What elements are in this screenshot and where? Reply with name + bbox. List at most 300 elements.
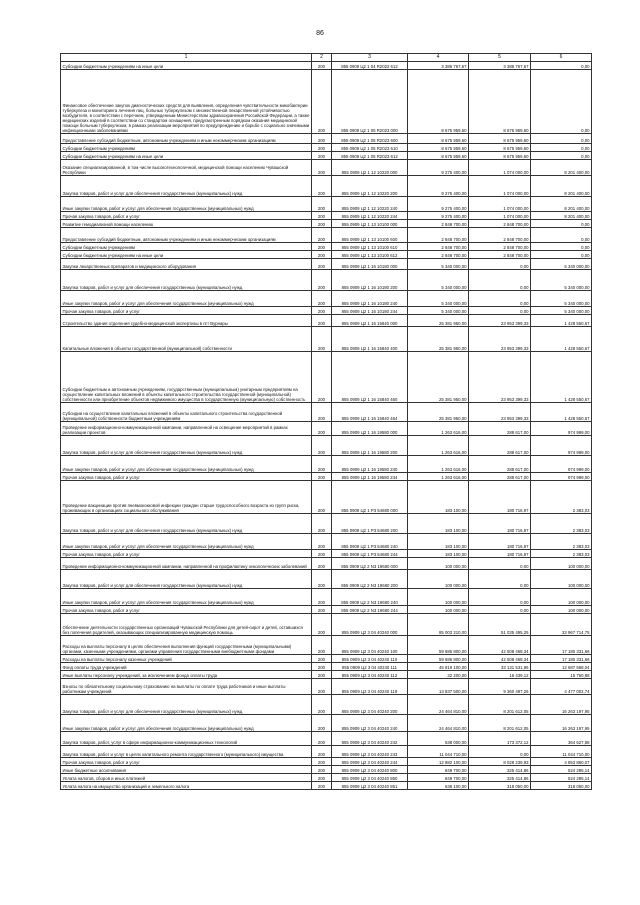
table-row [61,352,592,403]
row-unexecuted-amount-cell: 16 263 197,95 [531,695,592,715]
row-executed-amount-cell: 2 848 700,00 [469,228,531,243]
row-code-cell: 200 [312,570,332,589]
row-classification-code-cell: 855 0909 Ц2 1 05 R2023 600 [332,134,408,144]
row-approved-amount-cell: 183 100,00 [408,514,469,534]
row-executed-amount-cell: 0,00 [469,589,531,606]
row-classification-code-cell: 855 0909 Ц2 1 13 10100 612 [332,251,408,259]
row-unexecuted-amount-cell: 1 428 550,67 [531,403,592,422]
row-executed-amount-cell: 23 953 399,33 [469,315,531,327]
row-approved-amount-cell: 538 000,00 [408,732,469,746]
row-code-cell: 200 [312,307,332,315]
row-executed-amount-cell: 180 716,97 [469,514,531,534]
row-code-cell: 200 [312,228,332,243]
row-approved-amount-cell: 1 263 616,00 [408,473,469,481]
row-unexecuted-amount-cell: 33 967 714,75 [531,614,592,636]
row-executed-amount-cell: 2 848 700,00 [469,243,531,251]
row-unexecuted-amount-cell: 4 477 002,74 [531,679,592,695]
row-approved-amount-cell: 636 100,00 [408,782,469,790]
row-executed-amount-cell: 8 675 959,60 [469,152,531,160]
row-classification-code-cell: 855 0909 Ц2 1 04 R2022 612 [332,62,408,70]
table-row [61,695,592,715]
row-unexecuted-amount-cell: 0,00 [531,62,592,70]
row-executed-amount-cell: 16 439,12 [469,671,531,679]
row-unexecuted-amount-cell: 524 285,14 [531,766,592,774]
table-row [61,134,592,144]
row-name-cell: Субсидии бюджетным и автономным учреждениям, государственным (муниципальным) унитарным предприятиям на осуществление капитальных вложений в объекты капитального строительства государственной (муниципальной) собственности или приобретение объектов недвижимого имущества в государственную (муниципальную) собственность [61,352,312,403]
table-row [61,403,592,422]
row-name-cell: Уплата налога на имущество организаций и земельного налога [61,782,312,790]
row-name-cell: Субсидии бюджетным учреждениям [61,243,312,251]
row-classification-code-cell: 855 0909 Ц2 1 12 10220 200 [332,176,408,197]
row-code-cell: 200 [312,251,332,259]
row-name-cell: Субсидии на осуществление капитальных вложений в объекты капитального строительства государственной (муниципальной) собственности бюджетным учреждениям [61,403,312,422]
row-name-cell: Прочая закупка товаров, работ и услуг [61,550,312,558]
row-approved-amount-cell: 3 386 767,67 [408,62,469,70]
row-code-cell: 200 [312,212,332,220]
table-row [61,152,592,160]
row-classification-code-cell: 855 0909 Ц2 1 P3 54680 000 [332,481,408,514]
row-classification-code-cell: 855 0909 Ц2 1 12 10220 000 [332,160,408,176]
row-name-cell: Прочая закупка товаров, работ и услуг [61,473,312,481]
table-row [61,589,592,606]
row-approved-amount-cell: 5 340 000,00 [408,291,469,307]
row-code-cell: 200 [312,197,332,212]
row-unexecuted-amount-cell: 5 340 000,00 [531,307,592,315]
row-code-cell: 200 [312,134,332,144]
row-approved-amount-cell: 100 000,00 [408,606,469,614]
row-classification-code-cell: 855 0909 Ц2 1 05 R2023 610 [332,144,408,152]
row-approved-amount-cell: 100 000,00 [408,558,469,570]
column-header-1: 1 [61,54,312,62]
row-approved-amount-cell: 9 275 400,00 [408,212,469,220]
row-executed-amount-cell: 325 414,86 [469,766,531,774]
row-code-cell: 200 [312,481,332,514]
row-classification-code-cell: 855 0909 Ц2 2 N3 19680 000 [332,558,408,570]
row-classification-code-cell: 855 0909 Ц2 1 05 R2023 612 [332,152,408,160]
row-unexecuted-amount-cell: 8 201 400,00 [531,176,592,197]
row-code-cell: 200 [312,160,332,176]
row-code-cell: 200 [312,352,332,403]
row-classification-code-cell: 855 0909 Ц2 1 13 10100 610 [332,243,408,251]
table-row [61,671,592,679]
row-executed-amount-cell: 8 675 959,60 [469,70,531,134]
row-name-cell: Иные закупки товаров, работ и услуг для обеспечения государственных (муниципальных) нужд [61,291,312,307]
table-row [61,679,592,695]
row-name-cell: Прочая закупка товаров, работ и услуг [61,307,312,315]
row-unexecuted-amount-cell: 0,00 [531,243,592,251]
row-approved-amount-cell: 100 000,00 [408,570,469,589]
row-name-cell: Проведение информационно-коммуникационной кампании, направленной на освещение мероприятий в рамках реализации проектов [61,422,312,436]
row-name-cell: Закупка товаров, работ и услуг для обеспечения государственных (муниципальных) нужд [61,570,312,589]
row-name-cell: Иные закупки товаров, работ и услуг для обеспечения государственных (муниципальных) нужд [61,534,312,550]
row-approved-amount-cell: 9 275 400,00 [408,197,469,212]
row-approved-amount-cell: 25 381 950,00 [408,315,469,327]
row-unexecuted-amount-cell: 100 000,00 [531,558,592,570]
row-name-cell: Фонд оплаты труда учреждений [61,663,312,671]
row-classification-code-cell: 855 0909 Ц2 3 04 40240 100 [332,636,408,655]
table-row [61,614,592,636]
row-approved-amount-cell: 100 000,00 [408,589,469,606]
row-unexecuted-amount-cell: 8 201 400,00 [531,197,592,212]
row-classification-code-cell: 855 0909 Ц2 1 16 15840 000 [332,315,408,327]
row-classification-code-cell: 855 0909 Ц2 3 04 40240 800 [332,766,408,774]
row-name-cell: Проведение информационно-коммуникационной кампании, направленной на профилактику онкологических заболеваний [61,558,312,570]
row-approved-amount-cell: 59 686 800,00 [408,655,469,663]
row-executed-amount-cell: 42 508 468,34 [469,636,531,655]
row-unexecuted-amount-cell: 0,00 [531,70,592,134]
row-executed-amount-cell: 0,00 [469,307,531,315]
row-unexecuted-amount-cell: 100 000,00 [531,570,592,589]
row-code-cell: 200 [312,270,332,291]
row-unexecuted-amount-cell: 100 000,00 [531,589,592,606]
row-unexecuted-amount-cell: 318 050,00 [531,782,592,790]
row-classification-code-cell: 855 0909 Ц2 3 04 40240 242 [332,732,408,746]
row-approved-amount-cell: 45 819 100,00 [408,663,469,671]
row-executed-amount-cell: 0,00 [469,570,531,589]
row-code-cell: 200 [312,243,332,251]
table-row [61,62,592,70]
row-executed-amount-cell: 288 617,00 [469,436,531,456]
row-code-cell: 200 [312,782,332,790]
row-name-cell: Оказание специализированной, в том числе высокотехнологичной, медицинской помощи населению Чувашской Республики [61,160,312,176]
row-code-cell: 200 [312,176,332,197]
row-unexecuted-amount-cell: 2 383,03 [531,534,592,550]
row-classification-code-cell: 855 0909 Ц2 3 04 40240 112 [332,671,408,679]
row-classification-code-cell: 855 0909 Ц2 1 16 15840 464 [332,403,408,422]
table-row [61,220,592,228]
row-name-cell: Субсидии бюджетным учреждениям на иные цели [61,152,312,160]
row-executed-amount-cell: 8 201 612,05 [469,695,531,715]
row-code-cell: 200 [312,70,332,134]
row-executed-amount-cell: 180 716,97 [469,550,531,558]
row-name-cell: Уплата налогов, сборов и иных платежей [61,774,312,782]
table-row [61,307,592,315]
row-classification-code-cell: 855 0909 Ц2 3 04 40240 110 [332,655,408,663]
row-name-cell: Капитальные вложения в объекты государственной (муниципальной) собственности [61,327,312,352]
row-executed-amount-cell: 288 617,00 [469,456,531,473]
row-name-cell: Предоставление субсидий бюджетным, автономным учреждениям и иным некоммерческим организациям [61,134,312,144]
row-unexecuted-amount-cell: 5 340 000,00 [531,259,592,270]
row-code-cell: 200 [312,144,332,152]
row-code-cell: 200 [312,758,332,766]
row-classification-code-cell: 855 0909 Ц2 2 N3 19680 244 [332,606,408,614]
row-classification-code-cell: 855 0909 Ц2 1 16 10180 240 [332,291,408,307]
row-classification-code-cell: 855 0909 Ц2 1 16 19580 200 [332,436,408,456]
row-approved-amount-cell: 9 275 400,00 [408,160,469,176]
row-approved-amount-cell: 13 837 500,00 [408,679,469,695]
table-row [61,176,592,197]
row-unexecuted-amount-cell: 0,00 [531,220,592,228]
row-name-cell: Развитие гемодиализной помощи населению [61,220,312,228]
row-classification-code-cell: 855 0909 Ц2 1 16 10180 000 [332,259,408,270]
table-row [61,436,592,456]
row-name-cell: Закупка товаров, работ и услуг для обеспечения государственных (муниципальных) нужд [61,270,312,291]
row-code-cell: 200 [312,152,332,160]
row-name-cell: Обеспечение деятельности государственных организаций Чувашской Республики для детей-сирот и детей, оставшихся без попечения родителей, оказывающих специализированную медицинскую помощь [61,614,312,636]
table-row [61,663,592,671]
row-approved-amount-cell: 12 882 100,00 [408,758,469,766]
row-classification-code-cell: 855 0909 Ц2 3 04 40240 851 [332,782,408,790]
table-row [61,774,592,782]
row-executed-amount-cell: 180 716,97 [469,534,531,550]
row-unexecuted-amount-cell: 1 428 550,67 [531,327,592,352]
row-name-cell: Иные закупки товаров, работ и услуг для обеспечения государственных (муниципальных) нужд [61,197,312,212]
row-unexecuted-amount-cell: 5 340 000,00 [531,270,592,291]
row-executed-amount-cell: 0,00 [469,259,531,270]
table-row [61,558,592,570]
row-unexecuted-amount-cell: 11 044 710,00 [531,746,592,758]
row-approved-amount-cell: 8 675 959,60 [408,152,469,160]
row-code-cell: 200 [312,456,332,473]
row-classification-code-cell: 855 0909 Ц2 3 04 40240 200 [332,695,408,715]
row-executed-amount-cell: 1 074 000,00 [469,212,531,220]
row-executed-amount-cell: 0,00 [469,606,531,614]
row-classification-code-cell: 855 0909 Ц2 1 16 10180 200 [332,270,408,291]
row-approved-amount-cell: 1 263 616,00 [408,422,469,436]
table-row [61,291,592,307]
row-classification-code-cell: 855 0909 Ц2 1 16 19580 244 [332,473,408,481]
table-row [61,473,592,481]
table-row [61,782,592,790]
row-approved-amount-cell: 2 848 700,00 [408,228,469,243]
row-name-cell: Прочая закупка товаров, работ и услуг [61,212,312,220]
row-classification-code-cell: 855 0909 Ц2 3 04 40240 244 [332,758,408,766]
row-code-cell: 200 [312,422,332,436]
table-row [61,327,592,352]
row-unexecuted-amount-cell: 5 340 000,00 [531,291,592,307]
row-classification-code-cell: 855 0909 Ц2 1 P3 54680 240 [332,534,408,550]
row-name-cell: Закупка товаров, работ, услуг в сфере информационно-коммуникационных технологий [61,732,312,746]
row-name-cell: Закупка товаров, работ и услуг для обеспечения государственных (муниципальных) нужд [61,514,312,534]
row-code-cell: 200 [312,614,332,636]
row-code-cell: 200 [312,403,332,422]
table-row [61,228,592,243]
row-classification-code-cell: 855 0909 Ц2 1 13 10100 000 [332,220,408,228]
row-classification-code-cell: 855 0909 Ц2 2 N3 19680 200 [332,570,408,589]
row-code-cell: 200 [312,671,332,679]
row-executed-amount-cell: 2 848 700,00 [469,251,531,259]
row-unexecuted-amount-cell: 12 687 568,04 [531,663,592,671]
row-unexecuted-amount-cell: 15 760,88 [531,671,592,679]
row-code-cell: 200 [312,695,332,715]
row-executed-amount-cell: 3 386 767,67 [469,62,531,70]
row-executed-amount-cell: 9 360 497,26 [469,679,531,695]
row-code-cell: 200 [312,679,332,695]
table-row [61,534,592,550]
column-number-row [61,54,592,62]
row-classification-code-cell: 855 0909 Ц2 1 05 R2023 000 [332,70,408,134]
row-executed-amount-cell: 33 131 531,96 [469,663,531,671]
row-name-cell: Закупка товаров, работ и услуг для обеспечения государственных (муниципальных) нужд [61,176,312,197]
row-name-cell: Иные закупки товаров, работ и услуг для обеспечения государственных (муниципальных) нужд [61,715,312,732]
row-executed-amount-cell: 42 508 468,34 [469,655,531,663]
row-name-cell: Иные закупки товаров, работ и услуг для обеспечения государственных (муниципальных) нужд [61,456,312,473]
column-header-3: 3 [332,54,408,62]
row-unexecuted-amount-cell: 100 000,00 [531,606,592,614]
row-approved-amount-cell: 183 100,00 [408,534,469,550]
row-name-cell: Иные закупки товаров, работ и услуг для обеспечения государственных (муниципальных) нужд [61,589,312,606]
row-approved-amount-cell: 32 200,00 [408,671,469,679]
column-header-6: 6 [531,54,592,62]
row-name-cell: Строительство здания отделения судебно-медицинской экспертизы в пгт Вурнары [61,315,312,327]
row-approved-amount-cell: 183 100,00 [408,481,469,514]
row-name-cell: Проведение вакцинации против пневмококковой инфекции граждан старше трудоспособного возраста из групп риска, проживающих в организациях социального обслуживания [61,481,312,514]
row-approved-amount-cell: 24 464 810,00 [408,695,469,715]
row-name-cell: Финансовое обеспечение закупок диагностических средств для выявления, определения чувствительности микобактерии туберкулеза и мониторинга лечения лиц, больных туберкулезом с множественной лекарственной устойчивостью возбудителя, в соответствии с перечнем, утвержденным Министерством здравоохранения Российской Федерации, а также медицинских изделий в соответствии со стандартом оснащения, предусмотренным порядком оказания медицинской помощи больным туберкулезом, в рамках реализации мероприятий по предупреждению и борьбе с социально значимыми инфекционными заболеваниями [61,70,312,134]
row-executed-amount-cell: 23 953 399,33 [469,327,531,352]
row-code-cell: 200 [312,220,332,228]
row-unexecuted-amount-cell: 16 263 197,95 [531,715,592,732]
row-code-cell: 200 [312,550,332,558]
row-approved-amount-cell: 5 340 000,00 [408,307,469,315]
row-executed-amount-cell: 1 074 000,00 [469,160,531,176]
row-approved-amount-cell: 85 003 210,00 [408,614,469,636]
row-name-cell: Взносы по обязательному социальному страхованию на выплаты по оплате труда работников и иные выплаты работникам учреждений [61,679,312,695]
row-unexecuted-amount-cell: 974 999,00 [531,456,592,473]
table-row [61,766,592,774]
row-code-cell: 200 [312,636,332,655]
table-row [61,715,592,732]
row-code-cell: 200 [312,315,332,327]
row-code-cell: 200 [312,746,332,758]
row-unexecuted-amount-cell: 17 180 331,66 [531,655,592,663]
column-header-5: 5 [469,54,531,62]
row-name-cell: Закупка товаров, работ и услуг в целях капитального ремонта государственного (муниципального) имущества [61,746,312,758]
table-row [61,758,592,766]
row-classification-code-cell: 855 0909 Ц2 1 16 19580 240 [332,456,408,473]
row-approved-amount-cell: 2 848 700,00 [408,251,469,259]
row-unexecuted-amount-cell: 8 201 400,00 [531,160,592,176]
row-approved-amount-cell: 849 700,00 [408,774,469,782]
table-row [61,315,592,327]
row-executed-amount-cell: 8 201 612,05 [469,715,531,732]
row-classification-code-cell: 855 0909 Ц2 3 04 40240 850 [332,774,408,782]
row-code-cell: 200 [312,534,332,550]
row-code-cell: 200 [312,655,332,663]
table-row [61,655,592,663]
table-row [61,270,592,291]
row-approved-amount-cell: 849 700,00 [408,766,469,774]
row-name-cell: Субсидии бюджетным учреждениям на иные цели [61,251,312,259]
row-name-cell: Расходы на выплаты персоналу казенных учреждений [61,655,312,663]
row-unexecuted-amount-cell: 0,00 [531,144,592,152]
row-classification-code-cell: 855 0909 Ц2 1 16 10180 244 [332,307,408,315]
table-row [61,481,592,514]
row-approved-amount-cell: 2 848 700,00 [408,220,469,228]
table-row [61,197,592,212]
row-name-cell: Субсидии бюджетным учреждениям [61,144,312,152]
row-code-cell: 200 [312,558,332,570]
row-name-cell: Закупка товаров, работ и услуг для обеспечения государственных (муниципальных) нужд [61,695,312,715]
column-header-2: 2 [312,54,332,62]
row-executed-amount-cell: 1 074 000,00 [469,176,531,197]
table-row [61,144,592,152]
row-executed-amount-cell: 2 848 700,00 [469,220,531,228]
row-executed-amount-cell: 288 617,00 [469,473,531,481]
row-executed-amount-cell: 325 414,86 [469,774,531,782]
row-approved-amount-cell: 183 100,00 [408,550,469,558]
row-unexecuted-amount-cell: 2 383,03 [531,481,592,514]
row-approved-amount-cell: 24 464 810,00 [408,715,469,732]
table-row [61,636,592,655]
row-unexecuted-amount-cell: 974 999,00 [531,422,592,436]
row-code-cell: 200 [312,606,332,614]
row-classification-code-cell: 855 0909 Ц2 1 P3 54680 244 [332,550,408,558]
row-code-cell: 200 [312,514,332,534]
row-code-cell: 200 [312,774,332,782]
row-name-cell: Прочая закупка товаров, работ и услуг [61,758,312,766]
row-unexecuted-amount-cell: 2 383,03 [531,514,592,534]
row-code-cell: 200 [312,663,332,671]
row-approved-amount-cell: 11 044 710,00 [408,746,469,758]
row-code-cell: 200 [312,766,332,774]
row-executed-amount-cell: 318 050,00 [469,782,531,790]
table-row [61,212,592,220]
row-name-cell: Прочая закупка товаров, работ и услуг [61,606,312,614]
row-unexecuted-amount-cell: 364 627,88 [531,732,592,746]
row-code-cell: 200 [312,291,332,307]
row-unexecuted-amount-cell: 4 853 860,07 [531,758,592,766]
row-code-cell: 200 [312,436,332,456]
row-code-cell: 200 [312,589,332,606]
table-row [61,570,592,589]
row-classification-code-cell: 855 0909 Ц2 1 16 15840 460 [332,352,408,403]
row-executed-amount-cell: 173 372,12 [469,732,531,746]
row-approved-amount-cell: 59 685 800,00 [408,636,469,655]
table-row [61,422,592,436]
row-approved-amount-cell: 2 848 700,00 [408,243,469,251]
budget-execution-table [60,53,592,790]
row-approved-amount-cell: 8 675 959,60 [408,134,469,144]
row-code-cell: 200 [312,259,332,270]
row-approved-amount-cell: 25 381 950,00 [408,403,469,422]
row-classification-code-cell: 855 0909 Ц2 3 04 40240 119 [332,679,408,695]
row-unexecuted-amount-cell: 0,00 [531,228,592,243]
row-classification-code-cell: 855 0909 Ц2 1 12 10220 244 [332,212,408,220]
row-name-cell: Предоставление субсидий бюджетным, автономным учреждениям и иным некоммерческим организациям [61,228,312,243]
table-row [61,251,592,259]
row-name-cell: Закупки лекарственных препаратов и медицинского оборудования [61,259,312,270]
row-classification-code-cell: 855 0909 Ц2 3 04 40240 243 [332,746,408,758]
row-unexecuted-amount-cell: 0,00 [531,134,592,144]
row-unexecuted-amount-cell: 974 999,00 [531,473,592,481]
row-classification-code-cell: 855 0909 Ц2 2 N3 19680 240 [332,589,408,606]
row-executed-amount-cell: 23 953 399,33 [469,403,531,422]
column-header-4: 4 [408,54,469,62]
table-body [61,62,592,790]
row-executed-amount-cell: 51 035 495,25 [469,614,531,636]
row-classification-code-cell: 855 0909 Ц2 1 12 10220 240 [332,197,408,212]
row-classification-code-cell: 855 0909 Ц2 1 16 19580 000 [332,422,408,436]
row-classification-code-cell: 855 0909 Ц2 1 P3 54680 200 [332,514,408,534]
table-row [61,550,592,558]
row-name-cell: Субсидии бюджетным учреждениям на иные цели [61,62,312,70]
row-code-cell: 200 [312,732,332,746]
table-row [61,606,592,614]
row-unexecuted-amount-cell: 524 285,14 [531,774,592,782]
row-code-cell: 200 [312,473,332,481]
row-approved-amount-cell: 8 675 959,60 [408,70,469,134]
row-classification-code-cell: 855 0909 Ц2 1 16 15840 400 [332,327,408,352]
row-classification-code-cell: 855 0909 Ц2 3 04 40240 240 [332,715,408,732]
row-classification-code-cell: 855 0909 Ц2 1 13 10100 600 [332,228,408,243]
row-name-cell: Расходы на выплаты персоналу в целях обеспечения выполнения функций государственными (муниципальными) органами, казенными учреждениями, органами управления государственными внебюджетными фондами [61,636,312,655]
table-row [61,160,592,176]
row-executed-amount-cell: 0,00 [469,746,531,758]
row-executed-amount-cell: 8 028 239,93 [469,758,531,766]
row-approved-amount-cell: 25 381 950,00 [408,352,469,403]
table-row [61,514,592,534]
